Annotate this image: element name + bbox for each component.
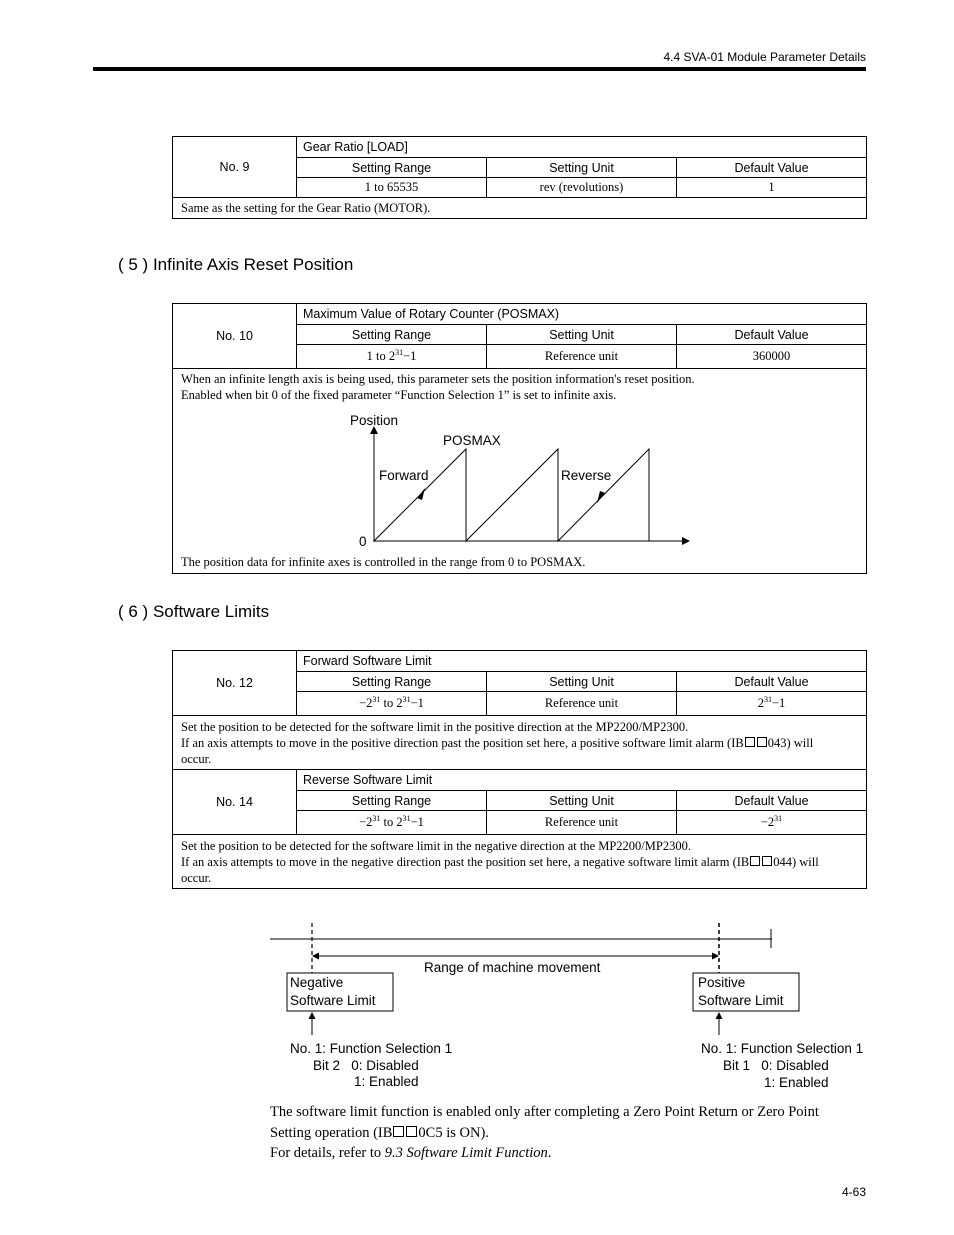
setting-range: 1 to 65535 [297, 178, 487, 198]
setting-unit: Reference unit [487, 692, 677, 716]
setting-range: $-2^{31}$ to $2^{31}-1$ [297, 811, 487, 835]
setting-unit: Reference unit [487, 811, 677, 835]
placeholder-box-icon [745, 737, 755, 747]
setting-range: 1 to $2^{31}-1$ [297, 345, 487, 369]
param-number: No. 12 [173, 651, 297, 716]
param-table-no9 [172, 136, 867, 219]
col-header-unit: Setting Unit [487, 791, 677, 811]
placeholder-box-icon [762, 856, 772, 866]
desc-line: When an infinite length axis is being used, this parameter sets the position information's reset position. [181, 372, 695, 386]
body-line: For details, refer to 9.3 Software Limit Function. [270, 1145, 552, 1161]
param-number: No. 9 [173, 137, 297, 198]
desc-line: If an axis attempts to move in the positive direction past the position set here, a positive software limit alarm (IB 043) will [181, 735, 814, 750]
param-name: Forward Software Limit [297, 651, 867, 672]
sawtooth-line [374, 449, 649, 541]
col-header-default: Default Value [677, 325, 867, 345]
right-bit-disabled: Bit 1 0: Disabled [723, 1058, 829, 1073]
placeholder-box-icon [406, 1126, 417, 1137]
range-label: Range of machine movement [424, 960, 601, 975]
placeholder-box-icon [750, 856, 760, 866]
body-line: Setting operation (IB 0C5 is ON). [270, 1125, 489, 1141]
reverse-arrow-icon [597, 491, 605, 503]
sawtooth-position-graph [173, 369, 866, 569]
positive-limit-label: Positive [698, 975, 746, 990]
default-value: 360000 [677, 345, 867, 369]
posmax-label: POSMAX [443, 433, 501, 448]
param-table-no10 [172, 303, 867, 574]
default-value: $2^{31}-1$ [677, 692, 867, 716]
setting-unit: Reference unit [487, 345, 677, 369]
placeholder-box-icon [757, 737, 767, 747]
param-description: Same as the setting for the Gear Ratio (MOTOR). [173, 198, 867, 219]
param-name: Reverse Software Limit [297, 770, 867, 791]
negative-limit-label: Software Limit [290, 993, 376, 1008]
col-header-range: Setting Range [297, 158, 487, 178]
default-value: $-2^{31}$ [677, 811, 867, 835]
forward-label: Forward [379, 468, 429, 483]
col-header-unit: Setting Unit [487, 672, 677, 692]
param-description [173, 369, 867, 574]
desc-footer: The position data for infinite axes is controlled in the range from 0 to POSMAX. [181, 555, 586, 569]
col-header-unit: Setting Unit [487, 158, 677, 178]
col-header-range: Setting Range [297, 791, 487, 811]
right-function-selection: No. 1: Function Selection 1 [701, 1041, 864, 1056]
placeholder-box-icon [393, 1126, 404, 1137]
col-header-default: Default Value [677, 158, 867, 178]
setting-unit: rev (revolutions) [487, 178, 677, 198]
col-header-range: Setting Range [297, 672, 487, 692]
param-description [173, 835, 867, 889]
section-reference-link[interactable]: 9.3 Software Limit Function [384, 1145, 548, 1161]
param-number: No. 14 [173, 770, 297, 835]
setting-range: $-2^{31}$ to $2^{31}-1$ [297, 692, 487, 716]
desc-line: occur. [181, 751, 212, 766]
positive-limit-label: Software Limit [698, 993, 784, 1008]
left-function-selection: No. 1: Function Selection 1 [290, 1041, 453, 1056]
section-heading-5: ( 5 ) Infinite Axis Reset Position [118, 255, 354, 274]
position-label: Position [350, 413, 399, 428]
param-name: Maximum Value of Rotary Counter (POSMAX) [297, 304, 867, 325]
desc-line: Set the position to be detected for the software limit in the positive direction at the MP2200/MP2300. [181, 719, 689, 734]
header-rule [93, 67, 866, 71]
desc-line: occur. [181, 870, 212, 885]
left-bit-enabled: 1: Enabled [354, 1074, 419, 1089]
section-heading-6: ( 6 ) Software Limits [118, 602, 270, 621]
right-bit-enabled: 1: Enabled [764, 1075, 829, 1090]
zero-label: 0 [359, 534, 367, 549]
reverse-label: Reverse [561, 468, 612, 483]
col-header-range: Setting Range [297, 325, 487, 345]
param-number: No. 10 [173, 304, 297, 369]
param-table-no12-no14 [172, 650, 867, 889]
negative-limit-label: Negative [290, 975, 344, 990]
page-number: 4-63 [841, 1185, 866, 1199]
desc-line: Enabled when bit 0 of the fixed parameter “Function Selection 1” is set to infinite axis. [181, 388, 617, 402]
software-limit-diagram [260, 915, 880, 1035]
default-value: 1 [677, 178, 867, 198]
col-header-default: Default Value [677, 672, 867, 692]
forward-arrow-icon [417, 488, 425, 500]
param-name: Gear Ratio [LOAD] [297, 137, 867, 158]
left-bit-disabled: Bit 2 0: Disabled [313, 1058, 419, 1073]
param-description [173, 716, 867, 770]
col-header-unit: Setting Unit [487, 325, 677, 345]
desc-line: If an axis attempts to move in the negative direction past the position set here, a negative software limit alarm (IB 044) will [181, 854, 819, 869]
col-header-default: Default Value [677, 791, 867, 811]
running-header: 4.4 SVA-01 Module Parameter Details [663, 50, 866, 64]
body-line: The software limit function is enabled only after completing a Zero Point Return or Zero Point [270, 1104, 819, 1120]
desc-line: Set the position to be detected for the software limit in the negative direction at the MP2200/MP2300. [181, 838, 691, 853]
